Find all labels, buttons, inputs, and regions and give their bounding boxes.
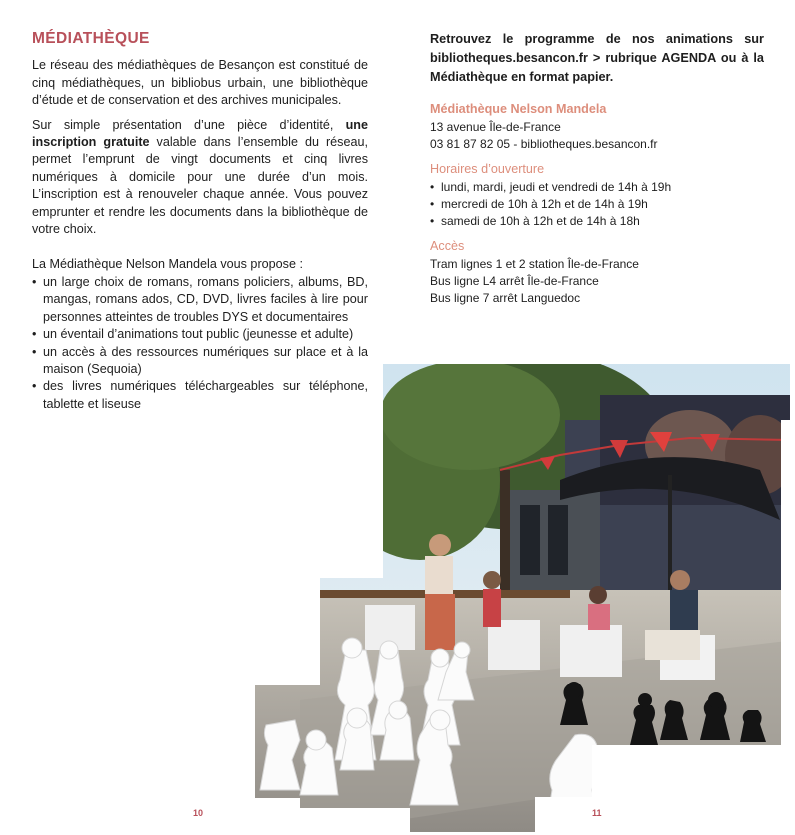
free-registration-highlight: une inscription gratuite xyxy=(32,117,368,150)
list-item: • samedi de 10h à 12h et de 14h à 18h xyxy=(430,213,764,230)
agenda-paragraph: Retrouvez le programme de nos animations sur bibliotheques.besancon.fr > rubrique AGENDA ou à la Médiathèque en format papier. xyxy=(430,32,764,84)
section-title: MÉDIATHÈQUE xyxy=(32,30,150,47)
page-number-left: 10 xyxy=(193,808,204,818)
library-name: Médiathèque Nelson Mandela xyxy=(430,102,607,116)
registration-text-end: valable dans l’ensemble du réseau, permet l’emprunt de vingt documents et cinq livres numériques à domicile pour une durée d’un mois. L’inscription est à renouveler chaque année. Vous pouvez emprunter et rendre les documents dans la bibliothèque de votre choix. xyxy=(32,135,368,237)
list-item: • des livres numériques téléchargeables sur téléphone, tablette et liseuse xyxy=(32,378,368,413)
list-item: • un large choix de romans, romans policiers, albums, BD, mangas, romans ados, CD, DVD, livres faciles à lire pour personnes atteintes de troubles DYS et documentaires xyxy=(32,274,368,326)
list-item: • mercredi de 10h à 12h et de 14h à 19h xyxy=(430,196,764,213)
access-line: Tram lignes 1 et 2 station Île-de-France xyxy=(430,257,639,271)
offer-intro: La Médiathèque Nelson Mandela vous propose : xyxy=(32,257,303,272)
access-line: Bus ligne L4 arrêt Île-de-France xyxy=(430,274,599,288)
library-contact: 03 81 87 82 05 - bibliotheques.besancon.fr xyxy=(430,137,658,151)
registration-text-start: Sur simple présentation d’une pièce d’identité, xyxy=(32,117,346,132)
access-title: Accès xyxy=(430,239,465,253)
hours-title: Horaires d’ouverture xyxy=(430,162,545,176)
list-item: • un accès à des ressources numériques sur place et à la maison (Sequoia) xyxy=(32,344,368,379)
page-number-right: 11 xyxy=(592,808,602,818)
library-address: 13 avenue Île-de-France xyxy=(430,120,561,134)
network-paragraph: Le réseau des médiathèques de Besançon est constitué de cinq médiathèques, un bibliobus urbain, une bibliothèque d’étude et de conservation et des archives municipales. xyxy=(32,58,368,108)
list-item: • un éventail d’animations tout public (jeunesse et adulte) xyxy=(32,326,368,343)
access-line: Bus ligne 7 arrêt Languedoc xyxy=(430,291,581,305)
list-item: • lundi, mardi, jeudi et vendredi de 14h à 19h xyxy=(430,179,764,196)
